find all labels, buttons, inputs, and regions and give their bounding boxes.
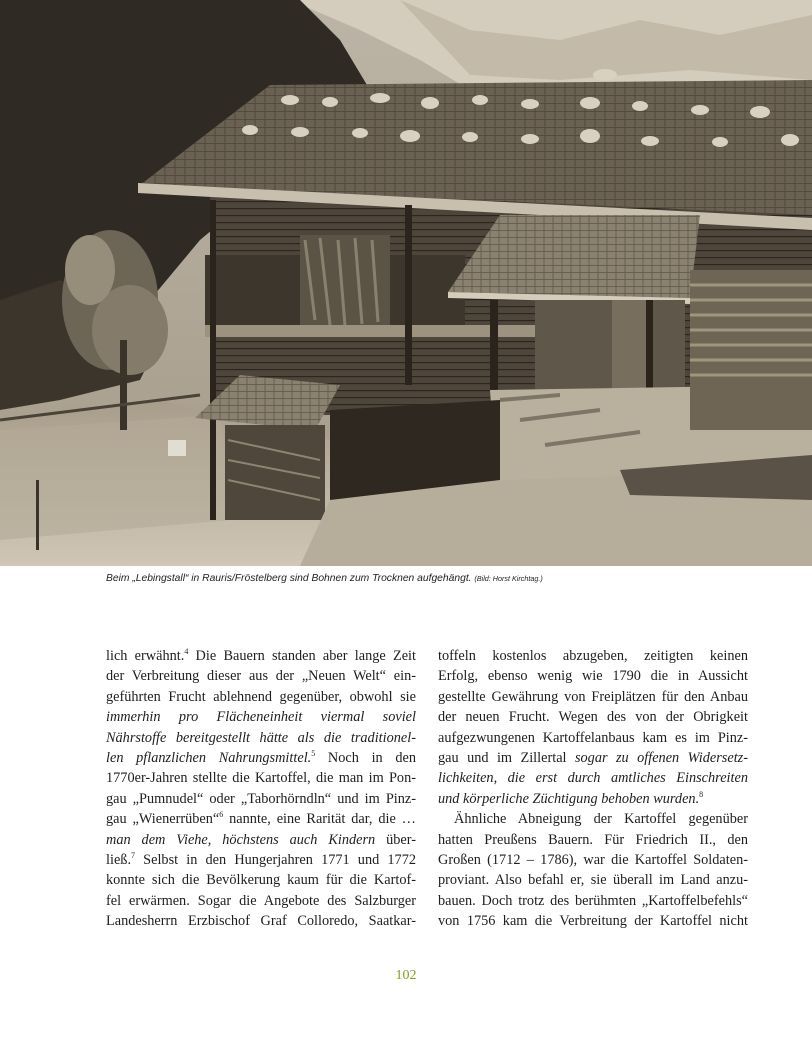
text-line: fel erwärmen. Sogar die Angebote des Salzburger	[106, 892, 416, 909]
photo-caption	[106, 573, 786, 584]
caption-text: Beim „Lebingstall“ in Rauris/Fröstelberg sind Bohnen zum Trocknen aufgehängt.	[106, 573, 472, 584]
text-line: gau und im Zillertal sogar zu offenen Widersetz-	[438, 749, 748, 766]
text-line: toffeln kostenlos abzugeben, zeitigten keinen	[438, 648, 748, 664]
text-line: der Verbreitung dieser aus der „Neuen Welt“ ein-	[106, 668, 416, 685]
text-line: konnte sich die Bevölkerung kaum für die Kartof-	[106, 872, 416, 889]
text-line: gestellte Gewährung von Freiplätzen für den Anbau	[438, 688, 748, 705]
photo-credit: (Bild: Horst Kirchtag.)	[474, 574, 543, 583]
text-line: und körperliche Züchtigung behoben wurden.$^8$	[438, 789, 704, 807]
text-line-italic: immerhin pro Flächeneinheit viermal soviel	[106, 709, 416, 726]
text-line: bauen. Doch trotz des berühmten „Kartoffelbefehls“	[438, 892, 748, 909]
text-line-italic: lichkeiten, die erst durch amtliches Einschreiten	[438, 770, 748, 787]
text-line: von 1756 kam die Verbreitung der Kartoffel nicht	[438, 913, 748, 930]
text-line: hatten Preußens Bauern. Für Friedrich II., den	[438, 831, 748, 848]
text-line: Erfolg, ebenso wenig wie 1790 die in Aussicht	[438, 668, 748, 685]
text-line: aufgezwungenen Kartoffelanbaus kam es im Pinz-	[438, 729, 748, 746]
text-line: man dem Viehe, höchstens auch Kindern über-	[106, 831, 416, 848]
text-column-left	[106, 646, 416, 931]
text-line: ließ.$^7$ Selbst in den Hungerjahren 1771 und 1772	[106, 851, 416, 868]
text-line: der neuen Frucht. Wegen des von der Obrigkeit	[438, 709, 748, 726]
page-number: 102	[395, 968, 417, 983]
text-line-italic: Nährstoffe bereitgestellt hätte als die traditionel-	[106, 729, 416, 746]
text-line: Großen (1712 – 1786), war die Kartoffel Soldaten-	[438, 851, 748, 868]
text-line: geführten Frucht ablehnend gegenüber, obwohl sie	[106, 688, 416, 705]
text-line: lich erwähnt.$^4$ Die Bauern standen aber lange Zeit	[106, 647, 416, 664]
text-line: proviant. Also befahl er, sie überall im Land anzu-	[438, 872, 748, 889]
text-column-right	[438, 646, 748, 931]
text-line: Landesherrn Erzbischof Graf Colloredo, Saatkar-	[106, 913, 416, 930]
text-line: gau „Pumnudel“ oder „Taborhörndln“ und im Pinz-	[106, 790, 416, 807]
text-line: len pflanzlichen Nahrungsmittel.$^5$ Noch in den	[106, 749, 417, 766]
text-line: gau „Wienerrüben“$^6$ nannte, eine Rarität dar, die …	[106, 810, 416, 828]
text-line-paragraph-start: Ähnliche Abneigung der Kartoffel gegenüber	[454, 811, 748, 828]
text-line: 1770er-Jahren stellte die Kartoffel, die man im Pon-	[106, 770, 416, 787]
